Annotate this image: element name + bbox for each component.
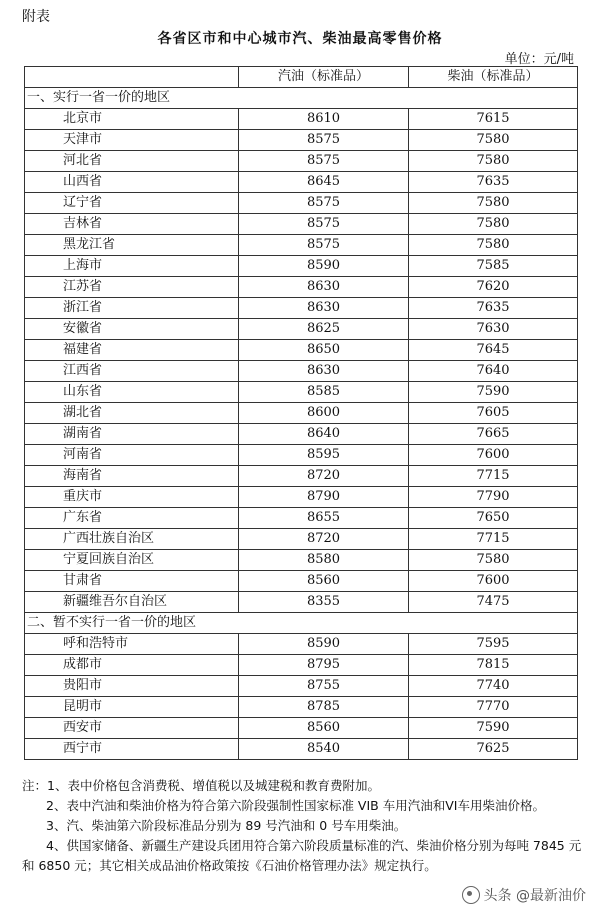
cell-gasoline: 8650: [239, 340, 409, 361]
table-row: [25, 340, 578, 361]
cell-gasoline: 8580: [239, 550, 409, 571]
table-row: [25, 487, 578, 508]
table-row: [25, 172, 578, 193]
cell-region: 重庆市: [25, 487, 239, 508]
cell-diesel: 7580: [409, 193, 578, 214]
table-row: [25, 277, 578, 298]
cell-gasoline: 8575: [239, 235, 409, 256]
camera-icon: [462, 886, 480, 904]
cell-region: 山东省: [25, 382, 239, 403]
cell-gasoline: 8630: [239, 277, 409, 298]
cell-gasoline: 8755: [239, 676, 409, 697]
cell-diesel: 7640: [409, 361, 578, 382]
price-table: [24, 66, 578, 760]
table-row: [25, 382, 578, 403]
cell-region: 新疆维吾尔自治区: [25, 592, 239, 613]
cell-diesel: 7625: [409, 739, 578, 760]
cell-diesel: 7590: [409, 382, 578, 403]
cell-diesel: 7635: [409, 298, 578, 319]
cell-region: 宁夏回族自治区: [25, 550, 239, 571]
note-4: 4、供国家储备、新疆生产建设兵团用符合第六阶段质量标准的汽、柴油价格分别为每吨 7845 元和 6850 元；其它相关成品油价格政策按《石油价格管理办法》规定执行。: [22, 838, 582, 873]
cell-gasoline: 8575: [239, 151, 409, 172]
cell-gasoline: 8720: [239, 529, 409, 550]
table-row: [25, 214, 578, 235]
table-row: [25, 592, 578, 613]
cell-gasoline: 8645: [239, 172, 409, 193]
section-row: [25, 88, 578, 109]
cell-gasoline: 8720: [239, 466, 409, 487]
cell-gasoline: 8630: [239, 361, 409, 382]
section-title: 一、实行一省一价的地区: [25, 88, 578, 109]
cell-gasoline: 8590: [239, 256, 409, 277]
table-row: [25, 403, 578, 424]
table-body: [25, 88, 578, 760]
cell-region: 河南省: [25, 445, 239, 466]
cell-diesel: 7815: [409, 655, 578, 676]
cell-diesel: 7600: [409, 571, 578, 592]
cell-region: 吉林省: [25, 214, 239, 235]
watermark-text: 头条 @最新油价: [483, 888, 586, 904]
cell-gasoline: 8640: [239, 424, 409, 445]
cell-region: 广西壮族自治区: [25, 529, 239, 550]
table-row: [25, 361, 578, 382]
cell-diesel: 7715: [409, 529, 578, 550]
cell-diesel: 7665: [409, 424, 578, 445]
note-2: 2、表中汽油和柴油价格为符合第六阶段强制性国家标准 VIB 车用汽油和VI车用柴油价格。: [46, 798, 545, 813]
cell-region: 海南省: [25, 466, 239, 487]
table-row: [25, 508, 578, 529]
table-row: [25, 193, 578, 214]
cell-gasoline: 8575: [239, 214, 409, 235]
cell-gasoline: 8560: [239, 718, 409, 739]
section-title: 二、暂不实行一省一价的地区: [25, 613, 578, 634]
table-row: [25, 298, 578, 319]
cell-diesel: 7615: [409, 109, 578, 130]
cell-region: 成都市: [25, 655, 239, 676]
cell-gasoline: 8655: [239, 508, 409, 529]
cell-region: 山西省: [25, 172, 239, 193]
cell-region: 天津市: [25, 130, 239, 151]
cell-region: 福建省: [25, 340, 239, 361]
table-row: [25, 235, 578, 256]
cell-region: 昆明市: [25, 697, 239, 718]
cell-region: 湖北省: [25, 403, 239, 424]
cell-diesel: 7580: [409, 235, 578, 256]
watermark: [462, 885, 586, 905]
cell-diesel: 7475: [409, 592, 578, 613]
cell-gasoline: 8610: [239, 109, 409, 130]
cell-region: 浙江省: [25, 298, 239, 319]
cell-gasoline: 8790: [239, 487, 409, 508]
cell-region: 北京市: [25, 109, 239, 130]
cell-gasoline: 8625: [239, 319, 409, 340]
cell-gasoline: 8595: [239, 445, 409, 466]
unit-label: 单位：元/吨: [504, 52, 574, 67]
table-row: [25, 151, 578, 172]
cell-region: 广东省: [25, 508, 239, 529]
cell-diesel: 7605: [409, 403, 578, 424]
table-row: [25, 571, 578, 592]
cell-diesel: 7650: [409, 508, 578, 529]
table-row: [25, 445, 578, 466]
table-row: [25, 739, 578, 760]
header-region: [25, 67, 239, 88]
note-1: 注：1、表中价格包含消费税、增值税以及城建税和教育费附加。: [22, 778, 380, 793]
appendix-label: 附表: [22, 9, 50, 25]
cell-diesel: 7595: [409, 634, 578, 655]
cell-region: 湖南省: [25, 424, 239, 445]
cell-diesel: 7590: [409, 718, 578, 739]
notes: [22, 776, 582, 876]
note-3: 3、汽、柴油第六阶段标准品分别为 89 号汽油和 0 号车用柴油。: [46, 818, 407, 833]
cell-region: 上海市: [25, 256, 239, 277]
cell-gasoline: 8795: [239, 655, 409, 676]
cell-gasoline: 8355: [239, 592, 409, 613]
table-header-row: [25, 67, 578, 88]
cell-region: 甘肃省: [25, 571, 239, 592]
cell-diesel: 7790: [409, 487, 578, 508]
cell-diesel: 7740: [409, 676, 578, 697]
header-diesel: 柴油（标准品）: [409, 67, 578, 88]
cell-gasoline: 8540: [239, 739, 409, 760]
cell-region: 西宁市: [25, 739, 239, 760]
cell-diesel: 7580: [409, 550, 578, 571]
cell-gasoline: 8575: [239, 193, 409, 214]
cell-diesel: 7580: [409, 214, 578, 235]
table-row: [25, 130, 578, 151]
cell-region: 呼和浩特市: [25, 634, 239, 655]
cell-region: 贵阳市: [25, 676, 239, 697]
section-row: [25, 613, 578, 634]
cell-diesel: 7580: [409, 151, 578, 172]
cell-gasoline: 8600: [239, 403, 409, 424]
cell-region: 河北省: [25, 151, 239, 172]
table-row: [25, 655, 578, 676]
cell-region: 江西省: [25, 361, 239, 382]
table-row: [25, 634, 578, 655]
cell-diesel: 7580: [409, 130, 578, 151]
table-row: [25, 424, 578, 445]
cell-diesel: 7585: [409, 256, 578, 277]
cell-diesel: 7620: [409, 277, 578, 298]
table-row: [25, 676, 578, 697]
cell-region: 江苏省: [25, 277, 239, 298]
page-title: 各省区市和中心城市汽、柴油最高零售价格: [157, 31, 443, 47]
table-row: [25, 256, 578, 277]
table-row: [25, 550, 578, 571]
cell-gasoline: 8590: [239, 634, 409, 655]
cell-diesel: 7645: [409, 340, 578, 361]
table-row: [25, 319, 578, 340]
cell-gasoline: 8785: [239, 697, 409, 718]
cell-diesel: 7635: [409, 172, 578, 193]
cell-region: 安徽省: [25, 319, 239, 340]
cell-gasoline: 8560: [239, 571, 409, 592]
cell-region: 辽宁省: [25, 193, 239, 214]
cell-gasoline: 8575: [239, 130, 409, 151]
table-row: [25, 466, 578, 487]
table-row: [25, 718, 578, 739]
cell-region: 西安市: [25, 718, 239, 739]
cell-diesel: 7630: [409, 319, 578, 340]
cell-diesel: 7600: [409, 445, 578, 466]
table-row: [25, 109, 578, 130]
cell-diesel: 7770: [409, 697, 578, 718]
cell-gasoline: 8585: [239, 382, 409, 403]
cell-gasoline: 8630: [239, 298, 409, 319]
table-row: [25, 697, 578, 718]
header-gasoline: 汽油（标准品）: [239, 67, 409, 88]
table-row: [25, 529, 578, 550]
cell-region: 黑龙江省: [25, 235, 239, 256]
cell-diesel: 7715: [409, 466, 578, 487]
